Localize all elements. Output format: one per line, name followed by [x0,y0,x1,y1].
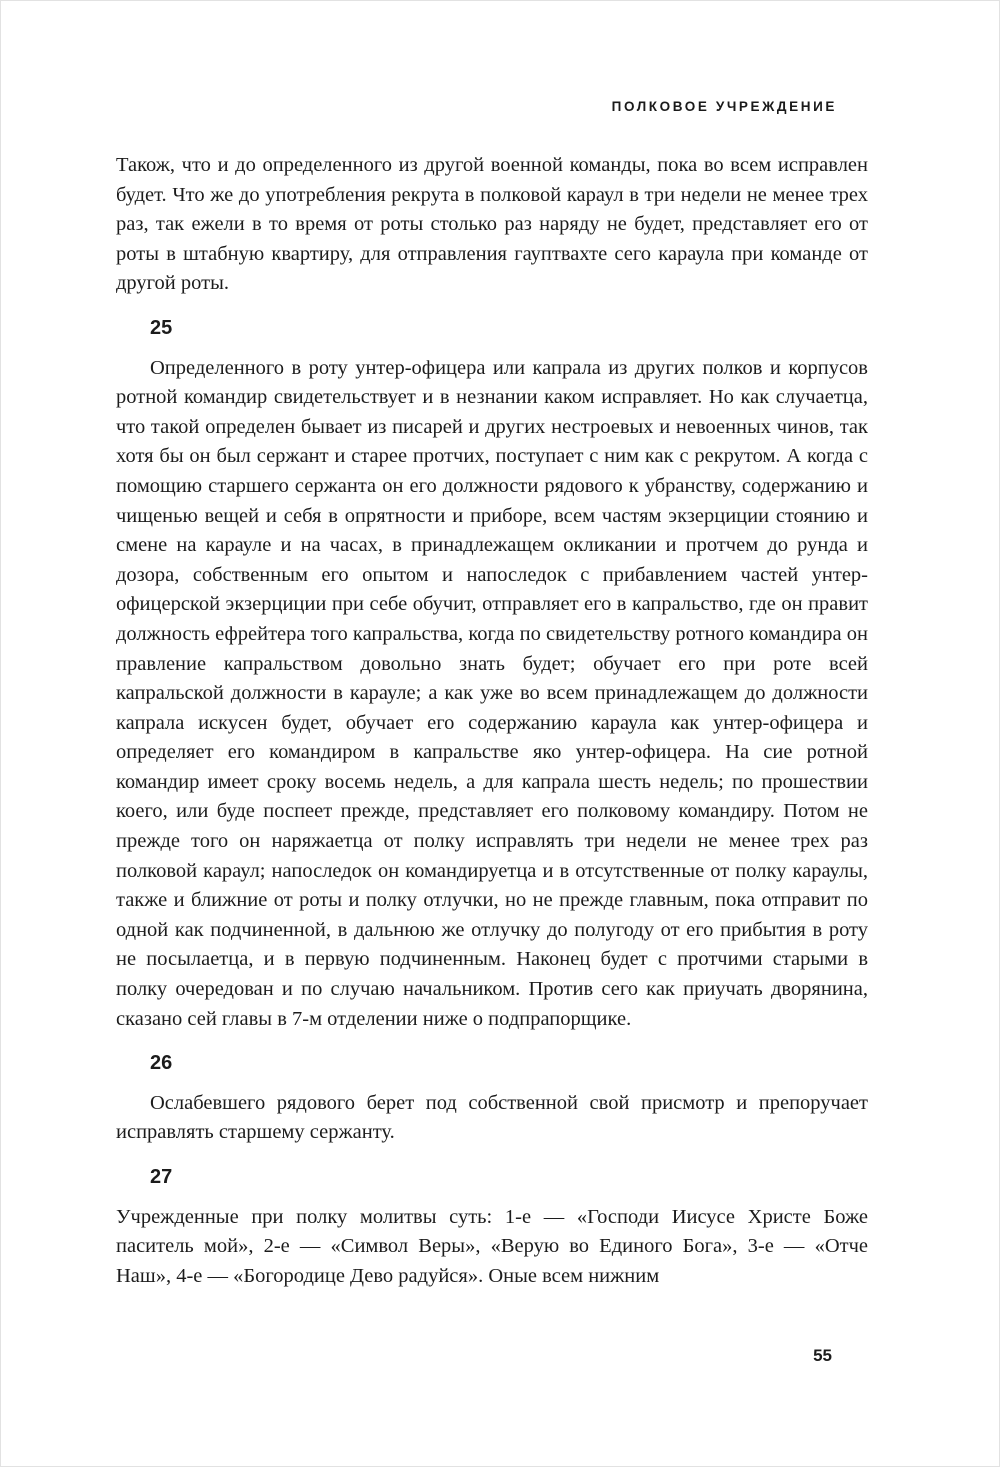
paragraph-section-26: Ослабевшего рядового берет под собственной свой присмотр и препоручает исправлять старшему сержанту. [116,1091,868,1144]
paragraph-section-25: Определенного в роту унтер-офицера или капрала из других полков и корпусов ротной командир свидетельствует и в незнании каком исправляет. Но как случаетца, что такой определен бывает из писарей и других нестроевых и невоенных чинов, так хотя бы он был сержант и старее протчих, поступает с ним как с рекрутом. А когда с помощию старшего сержанта он его должности рядового к убранству, содержанию и чищенью вещей и себя в опрятности и приборе, всем частям экзерциции стоянию и смене на карауле и на часах, в принадлежащем окликании и протчем до рунда и дозора, собственным его опытом и напоследок с прибавлением частей унтер-офицерской экзерциции при себе обучит, отправляет его в капральство, где он правит должность ефрейтера того капральства, когда по свидетельству ротного командира он правление капральством довольно знать будет; обучает его при роте всей капральской должности в карауле; а как уже во всем принадлежащем до должности капрала искусен будет, обучает его содержанию караула как унтер-офицера и определяет его командиром в капральстве яко унтер-офицера. На сие ротной командир имеет сроку восемь недель, а для капрала шесть недель; по прошествии коего, или буде поспеет прежде, представляет его полковому командиру. Потом не прежде того он наряжаетца от полку исправлять три недели не менее трех раз полковой караул; напоследок он командируетца и в отсутственные от полку караулы, также и ближние от роты и полку отлучки, но не прежде главным, пока отправит по одной как подчиненной, в дальнюю же отлучку до полугоду от его прибытия в роту не посылаетца, и в первую подчиненным. Наконец будет с протчими старыми в полку очередован и по случаю начальником. Против сего как приучать дворянина, сказано сей главы в 7-м отделении ниже о подпрапорщике. [116,356,868,1030]
section-number-26: 26 [150,1052,173,1075]
section-number-27: 27 [150,1166,173,1188]
page-number: 55 [813,1346,832,1365]
paragraph-continuation: Також, что и до определенного из другой военной команды, пока во всем исправлен будет. Что же до употребления рекрута в полковой караул в три недели не менее трех раз, так ежели в то время от роты столько раз наряду не будет, представляет его от роты в штабную квартиру, для отправления гауптвахте сего караула при команде от другой роты. [116,154,868,295]
section-number-25: 25 [150,316,173,339]
text-block [116,151,868,1291]
paragraph-section-27: Учрежденные при полку молитвы суть: 1-е — «Господи Иисусе Христе Боже паситель мой», 2-е — «Символ Веры», «Верую во Единого Бога», 3-е — «Отче Наш», 4-е — «Богородице Дево радуйся». Оные всем нижним [116,1205,868,1287]
running-head: ПОЛКОВОЕ УЧРЕЖДЕНИЕ [611,99,837,114]
